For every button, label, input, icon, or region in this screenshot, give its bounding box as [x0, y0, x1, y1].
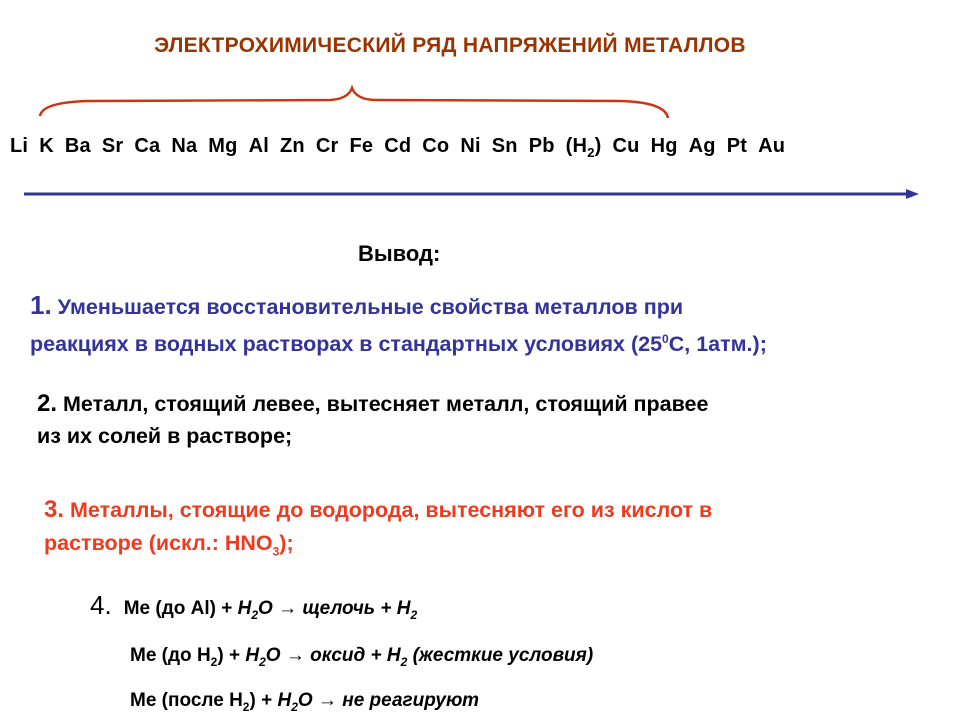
metal-cu: Cu — [612, 135, 640, 157]
metal-co: Co — [422, 135, 450, 157]
reaction-3: Me (после $H_2) + H_2O$ → не реагируют — [130, 690, 480, 714]
metal-ag: Ag — [688, 135, 716, 157]
metal-na: Na — [171, 135, 198, 157]
brace-decoration — [0, 80, 960, 130]
metal-ca: Ca — [134, 135, 161, 157]
metal-k: K — [39, 135, 54, 157]
metal-mg: Mg — [208, 135, 238, 157]
reaction-2: Me (до $H_2) + H_2O$ → оксид + $H_2$ (жесткие условия) — [130, 645, 594, 669]
metal-ba: Ba — [64, 135, 91, 157]
series-arrow — [0, 180, 960, 210]
metal-sn: Sn — [491, 135, 518, 157]
metal-cr: Cr — [315, 135, 339, 157]
metal-series — [10, 135, 796, 160]
metal-pt: Pt — [726, 135, 748, 157]
conclusion-heading: Вывод: — [358, 241, 441, 266]
metal-au: Au — [758, 135, 786, 157]
metal-ni: Ni — [460, 135, 481, 157]
metal-al: Al — [248, 135, 269, 157]
hydrogen: $(H_2)$ — [565, 135, 602, 160]
metal-zn: Zn — [279, 135, 305, 157]
point-2: 2. Металл, стоящий левее, вытесняет металл, стоящий правее из их солей в растворе; — [37, 390, 709, 448]
reaction-1: 4. Me (до $Al) + H_2O$ → щелочь + $H_2$ — [90, 590, 418, 622]
metal-hg: Hg — [650, 135, 678, 157]
page-title: ЭЛЕКТРОХИМИЧЕСКИЙ РЯД НАПРЯЖЕНИЙ МЕТАЛЛОВ — [154, 34, 746, 57]
metal-sr: Sr — [101, 135, 124, 157]
metal-fe: Fe — [349, 135, 374, 157]
metal-pb: Pb — [528, 135, 555, 157]
metal-li: Li — [10, 135, 29, 157]
metal-cd: Cd — [384, 135, 412, 157]
point-1: 1. Уменьшается восстановительные свойства металлов при реакциях в водных растворах в стандартных условиях ($25^0С$, 1атм.); — [30, 290, 767, 357]
point-3: 3. Металлы, стоящие до водорода, вытесняют его из кислот в растворе (искл.: $HNO_3$); — [44, 496, 713, 559]
